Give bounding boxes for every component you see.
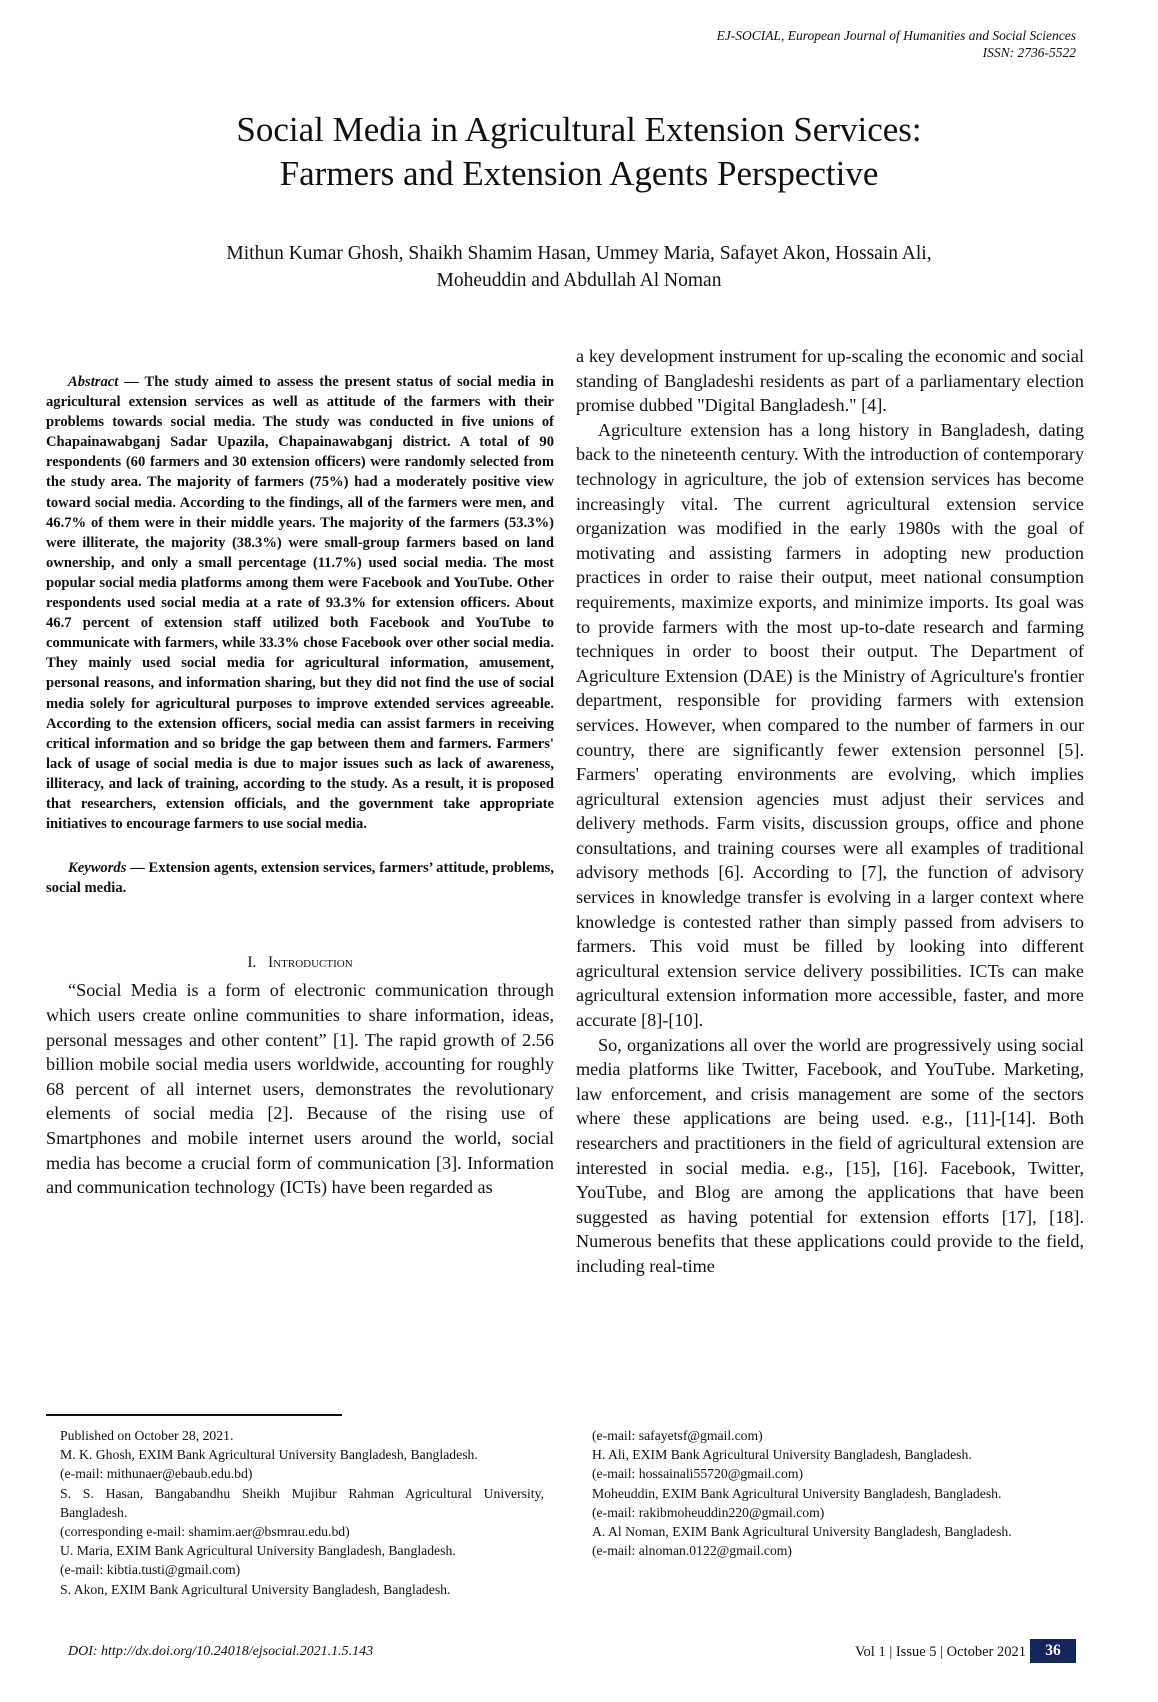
intro-paragraph-2: Agriculture extension has a long history in Bangladesh, dating back to the nineteenth century. With the introduction of contemporary technology in agriculture, the job of extension services has become increasingly vital. The current agricultural extension service organization was modified in the early 1980s with the goal of motivating and assisting farmers in adopting new production practices in order to raise their output, meet national consumption requirements, maximize exports, and minimize imports. Its goal was to provide farmers with the most up-to-date research and farming techniques in order to boost their output. The Department of Agriculture Extension (DAE) is the Ministry of Agriculture's frontier department, responsible for providing farmers with extension services. However, when compared to the number of farmers in our country, there are significantly fewer extension personnel [5]. Farmers' operating environments are evolving, which implies agricultural extension agencies must adjust their services and delivery methods. Farm visits, discussion groups, office and phone consultations, and training courses were all examples of traditional advisory methods [6]. According to [7], the function of advisory services in knowledge transfer is evolving in a larger context where knowledge is contested rather than simply passed from advisers to farmers. This void must be filled by looking into different agricultural extension service delivery possibilities. ICTs can make agricultural extension information more accessible, faster, and more accurate [8]-[10]. <box>576 419 1084 1031</box>
footnote-affiliation: A. Al Noman, EXIM Bank Agricultural University Bangladesh, Bangladesh. <box>592 1524 1012 1540</box>
abstract-text: The study aimed to assess the present status of social media in agricultural extension services as well as attitude of the farmers with their problems towards social media. The study was conducted in five unions of Chapainawabganj Sadar Upazila, Chapainawabganj district. A total of 90 respondents (60 farmers and 30 extension officers) were randomly selected from the study area. The majority of farmers (75%) had a moderately positive view toward social media. According to the findings, all of the farmers were men, and 46.7% of them were in their middle years. The majority of the farmers (53.3%) were illiterate, the majority (38.3%) were small-group farmers based on land ownership, and only a small percentage (11.7%) used social media. The most popular social media platforms among them were Facebook and YouTube. Other respondents used social media at a rate of 93.3% for extension officers. About 46.7 percent of extension staff utilized both Facebook and YouTube to communicate with farmers, while 33.3% chose Facebook over other social media. They mainly used social media for agricultural information, amusement, personal reasons, and information sharing, but they did not find the use of social media solely for agricultural purposes to improve extended services agreeable. According to the extension officers, social media can assist farmers in receiving critical information and so bridge the gap between them and farmers. Farmers' lack of usage of social media is due to major issues such as lack of awareness, illiteracy, and lack of training, according to the study. As a result, it is proposed that researchers, extension officials, and the government take appropriate initiatives to encourage farmers to use social media. <box>46 374 554 833</box>
page-number-badge: 36 <box>1030 1639 1076 1663</box>
right-column <box>576 344 1084 1279</box>
footnotes-left <box>60 1426 544 1599</box>
left-column <box>46 372 554 1200</box>
footnote-affiliation: H. Ali, EXIM Bank Agricultural University Bangladesh, Bangladesh. <box>592 1447 972 1463</box>
abstract <box>46 372 554 834</box>
footnotes-right <box>592 1426 1076 1560</box>
paper-title-line-2: Farmers and Extension Agents Perspective <box>279 154 879 193</box>
section-number: I. <box>247 954 257 972</box>
footnote-affiliation: M. K. Ghosh, EXIM Bank Agricultural University Bangladesh, Bangladesh. <box>60 1447 478 1463</box>
section-heading-introduction <box>46 954 554 972</box>
journal-issn: ISSN: 2736-5522 <box>982 45 1076 60</box>
footnote-email: (e-mail: alnoman.0122@gmail.com) <box>592 1543 792 1559</box>
footnote-email: (e-mail: kibtia.tusti@gmail.com) <box>60 1562 241 1578</box>
footnote-email: (e-mail: hossainali55720@gmail.com) <box>592 1466 804 1482</box>
author-list-line-2: Moheuddin and Abdullah Al Noman <box>436 270 722 291</box>
footnote-email: (corresponding e-mail: shamim.aer@bsmrau.edu.bd) <box>60 1524 350 1540</box>
keywords <box>46 858 554 898</box>
intro-paragraph-3: So, organizations all over the world are progressively using social media platforms like Twitter, Facebook, and YouTube. Marketing, law enforcement, and crisis management are some of the sectors where these applications are being used. e.g., [11]-[14]. Both researchers and practitioners in the field of agricultural extension are interested in social media. e.g., [15], [16]. Facebook, Twitter, YouTube, and Blog are among the applications that have been suggested as having potential for extension efforts [17], [18]. Numerous benefits that these applications could provide to the field, including real-time <box>576 1034 1084 1276</box>
footnote-email: (e-mail: rakibmoheuddin220@gmail.com) <box>592 1504 825 1520</box>
footnote-published-date: Published on October 28, 2021. <box>60 1428 234 1443</box>
journal-header <box>717 27 1076 61</box>
abstract-label: Abstract <box>68 374 119 390</box>
intro-paragraph-1: “Social Media is a form of electronic communication through which users create online communities to share information, ideas, personal messages and other content” [1]. The rapid growth of 2.56 billion mobile social media users worldwide, accounting for roughly 68 percent of all internet users, demonstrates the revolutionary elements of social media [2]. Because of the rising use of Smartphones and mobile internet users around the world, social media has become a crucial form of communication [3]. Information and communication technology (ICTs) have been regarded as <box>46 980 554 1198</box>
footnote-email: (e-mail: safayetsf@gmail.com) <box>592 1428 763 1443</box>
footnote-affiliation: S. S. Hasan, Bangabandhu Sheikh Mujibur Rahman Agricultural University, Bangladesh. <box>60 1485 544 1520</box>
intro-paragraph-1-continued: a key development instrument for up-scaling the economic and social standing of Bangladeshi residents as part of a parliamentary election promise dubbed "Digital Bangladesh." [4]. <box>576 346 1084 416</box>
keywords-separator: — <box>126 860 149 877</box>
paper-title-line-1: Social Media in Agricultural Extension Services: <box>236 110 922 149</box>
footnote-affiliation: S. Akon, EXIM Bank Agricultural University Bangladesh, Bangladesh. <box>60 1581 451 1597</box>
footnote-divider <box>46 1414 342 1416</box>
abstract-separator: — <box>118 374 145 390</box>
journal-name: EJ-SOCIAL, European Journal of Humanities and Social Sciences <box>716 28 1076 43</box>
doi-link[interactable]: DOI: http://dx.doi.org/10.24018/ejsocial.2021.1.5.143 <box>68 1644 374 1659</box>
author-list-line-1: Mithun Kumar Ghosh, Shaikh Shamim Hasan, Ummey Maria, Safayet Akon, Hossain Ali, <box>226 243 932 264</box>
paper-title <box>0 108 1158 196</box>
author-list <box>60 240 1098 294</box>
keywords-label: Keywords <box>68 860 127 877</box>
footnote-email: (e-mail: mithunaer@ebaub.edu.bd) <box>60 1466 253 1482</box>
keywords-text: Extension agents, extension services, farmers’ attitude, problems, social media. <box>46 860 554 897</box>
footnote-affiliation: U. Maria, EXIM Bank Agricultural University Bangladesh, Bangladesh. <box>60 1543 456 1559</box>
section-title: Introduction <box>268 954 353 972</box>
footnote-affiliation: Moheuddin, EXIM Bank Agricultural University Bangladesh, Bangladesh. <box>592 1485 1002 1501</box>
issue-info: Vol 1 | Issue 5 | October 2021 <box>854 1644 1026 1660</box>
